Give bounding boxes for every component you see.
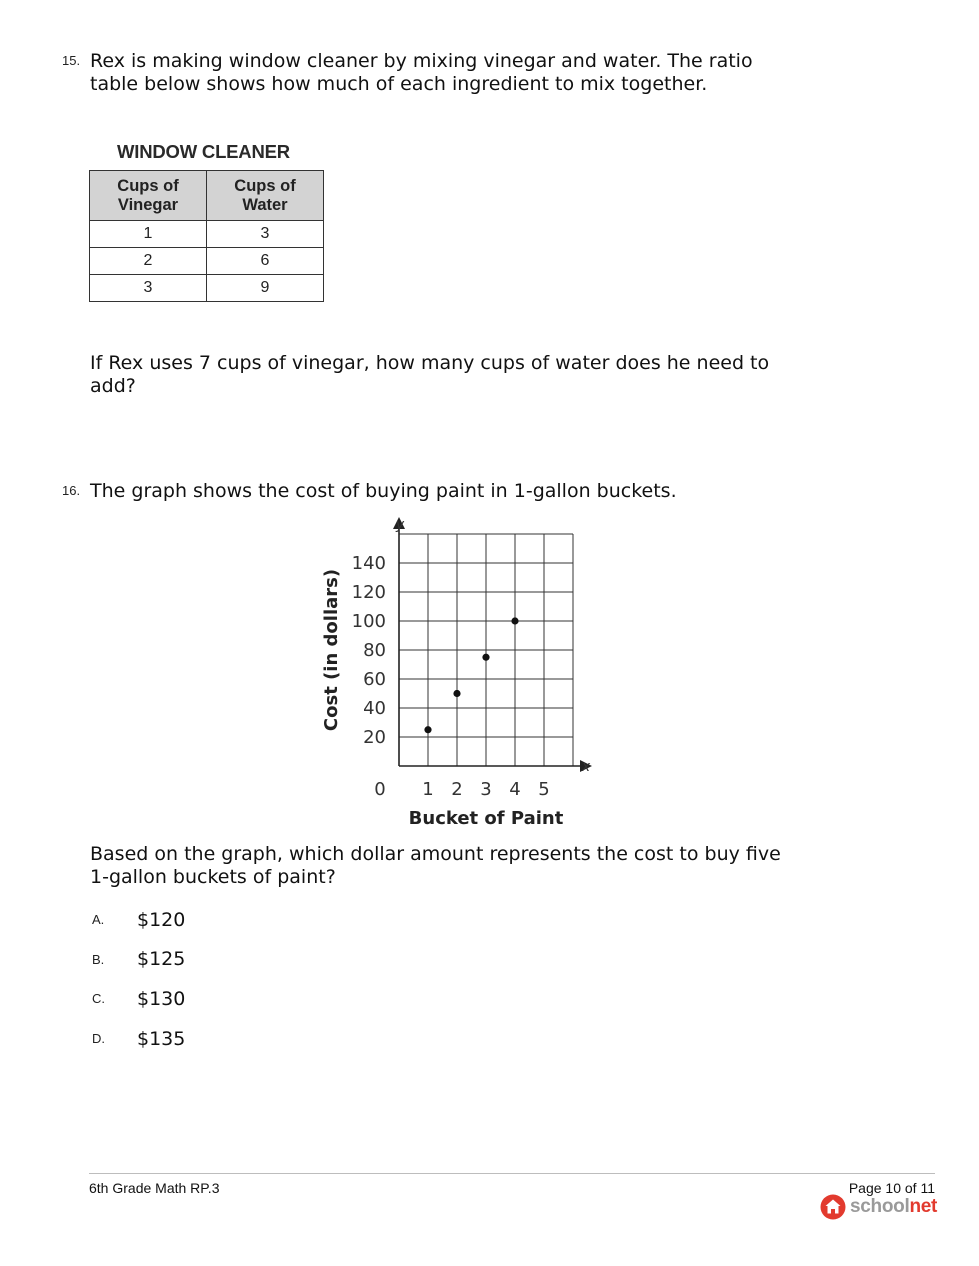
y-tick-label: 120: [351, 582, 386, 603]
prompt-line: add?: [90, 375, 136, 397]
table-title: WINDOW CLEANER: [117, 141, 290, 162]
y-tick-label: 60: [363, 669, 386, 690]
question-prompt: [90, 843, 781, 889]
x-tick-label: 4: [509, 779, 521, 800]
ratio-table: [89, 170, 324, 302]
x-tick-label: 5: [538, 779, 550, 800]
chart-ticks: [352, 553, 550, 800]
logo-net-text: net: [909, 1196, 938, 1217]
data-point: [511, 617, 518, 624]
question-stem: [90, 50, 753, 96]
choice-text: $135: [137, 1028, 186, 1050]
x-tick-label: 1: [422, 779, 434, 800]
table-cell: 2: [90, 248, 207, 275]
prompt-line: If Rex uses 7 cups of vinegar, how many cups of water does he need to: [90, 352, 770, 374]
y-tick-label: 140: [351, 553, 386, 574]
footer-page-number: Page 10 of 11: [848, 1180, 935, 1196]
prompt-line: Based on the graph, which dollar amount represents the cost to buy five: [90, 843, 781, 865]
table-cell: 3: [207, 221, 324, 248]
table-row: [90, 275, 324, 302]
x-axis-label: Bucket of Paint: [408, 808, 564, 829]
table-cell: 3: [90, 275, 207, 302]
question-stem: The graph shows the cost of buying paint in 1-gallon buckets.: [90, 480, 677, 502]
y-axis-letter: y: [395, 517, 405, 533]
header-line: Cups of: [117, 176, 179, 195]
choice-letter: B.: [92, 952, 105, 967]
schoolnet-logo: [820, 1194, 937, 1220]
column-header-water: [207, 171, 324, 221]
y-tick-label: 100: [351, 611, 386, 632]
stem-line: table below shows how much of each ingredient to mix together.: [90, 73, 708, 95]
data-point: [482, 654, 489, 661]
cost-graph: [300, 505, 620, 835]
table-header-row: [90, 171, 324, 221]
choice-letter: D.: [92, 1031, 105, 1046]
choice-letter: A.: [92, 912, 105, 927]
footer-course: 6th Grade Math RP.3: [89, 1180, 220, 1196]
stem-line: Rex is making window cleaner by mixing vinegar and water. The ratio: [90, 50, 753, 72]
footer-divider: [89, 1173, 935, 1174]
table-cell: 9: [207, 275, 324, 302]
x-axis-letter: x: [581, 759, 591, 775]
table-cell: 1: [90, 221, 207, 248]
choice-text: $120: [137, 909, 186, 931]
x-tick-label: 3: [480, 779, 492, 800]
y-tick-label: 80: [363, 640, 386, 661]
prompt-line: 1-gallon buckets of paint?: [90, 866, 336, 888]
choice-text: $130: [137, 988, 186, 1010]
header-line: Cups of: [234, 176, 296, 195]
question-number: 16.: [62, 483, 81, 498]
question-number: 15.: [62, 53, 81, 68]
house-icon: [820, 1194, 846, 1220]
x-tick-label: 2: [451, 779, 463, 800]
header-line: Water: [242, 195, 288, 214]
table-row: [90, 221, 324, 248]
data-point: [424, 726, 431, 733]
chart-axes: [393, 517, 592, 772]
origin-label: 0: [374, 779, 386, 800]
choice-letter: C.: [92, 991, 105, 1006]
data-point: [453, 690, 460, 697]
logo-school-text: school: [850, 1196, 910, 1217]
table-cell: 6: [207, 248, 324, 275]
column-header-vinegar: [90, 171, 207, 221]
logo-wordmark: [850, 1196, 937, 1218]
header-line: Vinegar: [117, 195, 179, 214]
table-row: [90, 248, 324, 275]
y-axis-label: Cost (in dollars): [321, 568, 342, 732]
choice-text: $125: [137, 948, 186, 970]
y-tick-label: 20: [363, 727, 386, 748]
chart-points: [424, 617, 518, 733]
y-tick-label: 40: [363, 698, 386, 719]
question-prompt: [90, 352, 769, 398]
